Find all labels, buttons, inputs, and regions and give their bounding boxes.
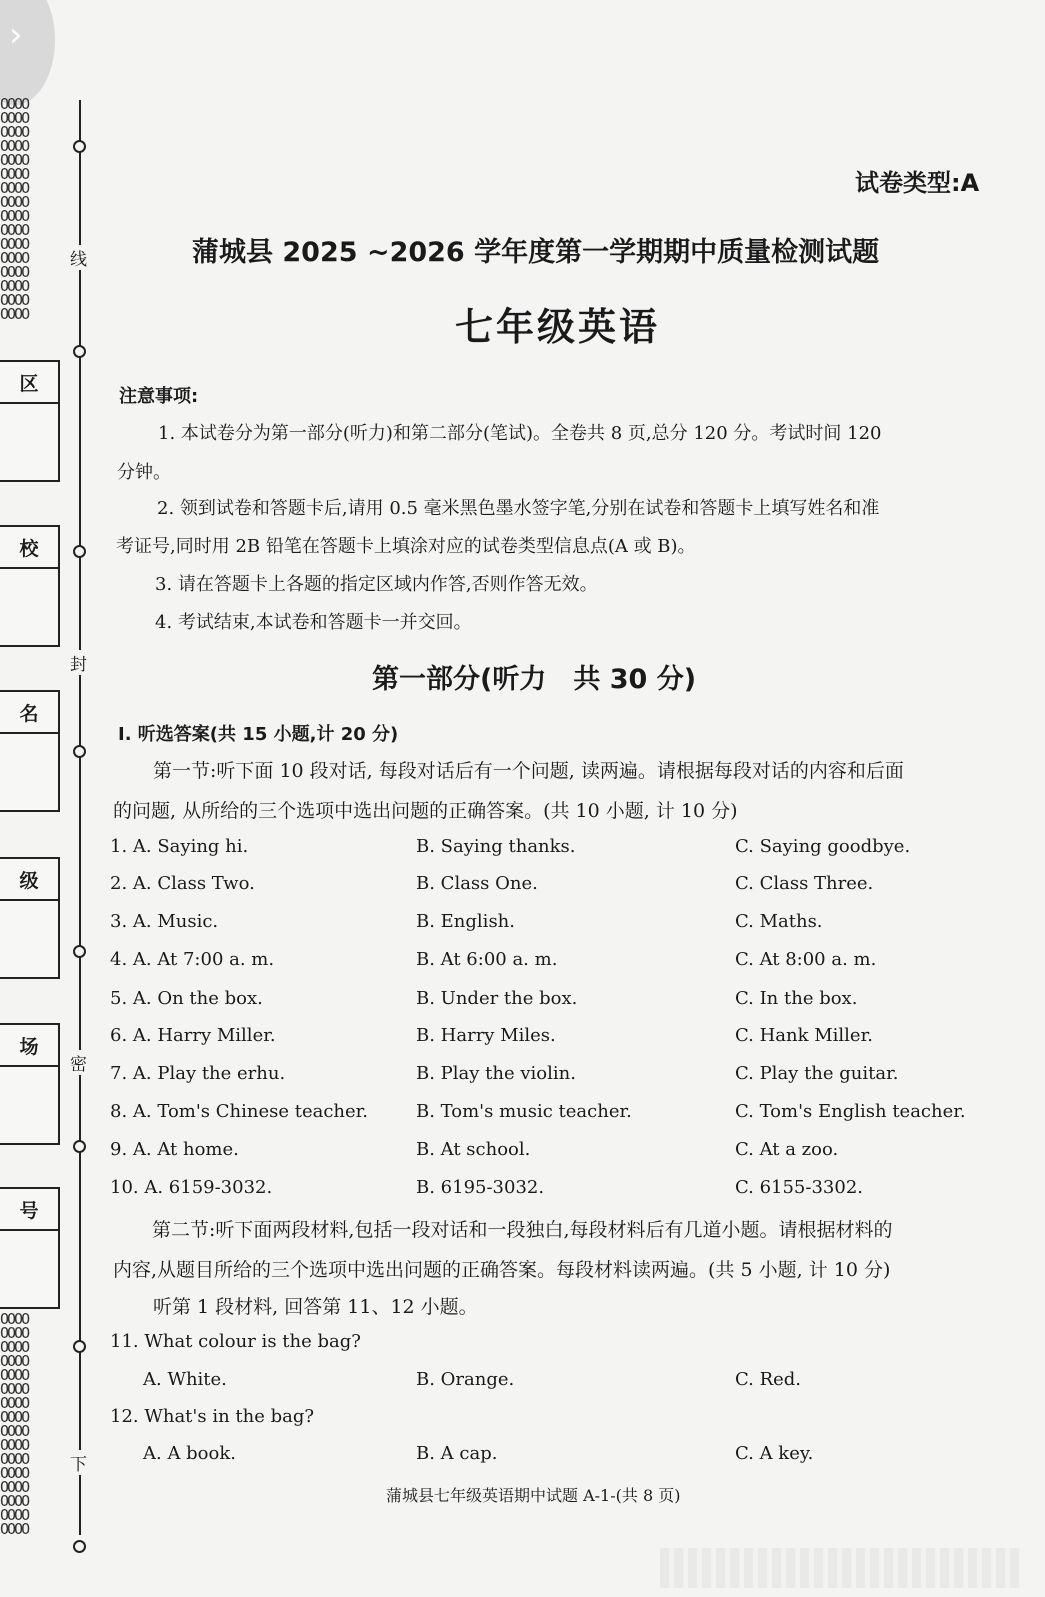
binding-line (79, 100, 81, 1535)
option-a: 7. A. Play the erhu. (110, 1063, 286, 1084)
option-c: C. Red. (735, 1369, 802, 1390)
question-stem: 12. What's in the bag? (110, 1406, 315, 1427)
binding-circle (73, 345, 86, 358)
binding-label-down: 下 (70, 1450, 87, 1475)
option-b: B. Saying thanks. (416, 836, 576, 857)
option-b: B. Play the violin. (416, 1063, 576, 1084)
chevron-right-icon: › (9, 15, 23, 55)
binding-circle (73, 1540, 86, 1553)
section1-instruction: 的问题, 从所给的三个选项中选出问题的正确答案。(共 10 小题, 计 10 分) (113, 800, 738, 822)
option-b: B. English. (416, 911, 515, 932)
binding-circle (73, 945, 86, 958)
option-b: B. 6195-3032. (416, 1177, 545, 1198)
option-c: C. Play the guitar. (735, 1063, 899, 1084)
part1-heading: 第一部分(听力 共 30 分) (372, 664, 697, 695)
notice-item: 分钟。 (117, 462, 171, 483)
option-c: C. In the box. (735, 988, 858, 1009)
option-c: C. Saying goodbye. (735, 836, 911, 857)
option-b: B. At 6:00 a. m. (416, 949, 558, 970)
notice-item: 2. 领到试卷和答题卡后,请用 0.5 毫米黑色墨水签字笔,分别在试卷和答题卡上填写姓名和准 (157, 498, 880, 519)
binding-circle (73, 745, 86, 758)
number-label: 号 (0, 1189, 58, 1231)
paper-type: 试卷类型:A (855, 169, 980, 197)
binding-circle (73, 140, 86, 153)
option-b: B. Tom's music teacher. (416, 1101, 632, 1122)
name-field[interactable] (0, 690, 60, 812)
option-a: A. A book. (143, 1443, 236, 1464)
option-c: C. Maths. (735, 911, 823, 932)
section1-instruction: 第一节:听下面 10 段对话, 每段对话后有一个问题, 读两遍。请根据每段对话的内容和后面 (153, 760, 904, 782)
binding-circle (73, 1340, 86, 1353)
option-a: 10. A. 6159-3032. (110, 1177, 273, 1198)
subject-title: 七年级英语 (455, 305, 661, 349)
notice-heading: 注意事项: (119, 386, 199, 407)
option-b: B. Under the box. (416, 988, 578, 1009)
exam-room-field[interactable] (0, 1023, 60, 1145)
option-c: C. Hank Miller. (735, 1025, 873, 1046)
option-b: B. A cap. (416, 1443, 498, 1464)
option-b: B. Harry Miles. (416, 1025, 556, 1046)
school-field[interactable] (0, 525, 60, 647)
page-footer: 蒲城县七年级英语期中试题 A-1-(共 8 页) (386, 1486, 681, 1505)
section2-instruction: 第二节:听下面两段材料,包括一段对话和一段独白,每段材料后有几道小题。请根据材料的 (152, 1219, 893, 1241)
option-a: 4. A. At 7:00 a. m. (110, 949, 275, 970)
binding-label-secret: 密 (70, 1050, 87, 1075)
option-c: C. 6155-3302. (735, 1177, 863, 1198)
question-stem: 11. What colour is the bag? (110, 1331, 361, 1352)
class-label: 级 (0, 859, 58, 901)
school-label: 校 (0, 527, 58, 569)
option-b: B. Orange. (416, 1369, 515, 1390)
option-c: C. Class Three. (735, 873, 874, 894)
section-title: I. 听选答案(共 15 小题,计 20 分) (118, 724, 399, 745)
option-a: 9. A. At home. (110, 1139, 239, 1160)
binding-label-line: 线 (70, 245, 87, 270)
option-c: C. A key. (735, 1443, 814, 1464)
notice-item: 1. 本试卷分为第一部分(听力)和第二部分(笔试)。全卷共 8 页,总分 120 分。考试时间 120 (158, 423, 882, 444)
material-instruction: 听第 1 段材料, 回答第 11、12 小题。 (153, 1296, 478, 1318)
name-label: 名 (0, 692, 58, 734)
binding-holes-top: OOOO OOOO OOOO OOOO OOOO OOOO OOOO OOOO OOOO OOOO OOOO OOOO OOOO OOOO OOOO OOOO (0, 95, 29, 323)
binding-circle (73, 1140, 86, 1153)
section2-instruction: 内容,从题目所给的三个选项中选出问题的正确答案。每段材料读两遍。(共 5 小题, 计 10 分) (113, 1259, 891, 1281)
notice-item: 考证号,同时用 2B 铅笔在答题卡上填涂对应的试卷类型信息点(A 或 B)。 (116, 536, 696, 557)
option-a: 3. A. Music. (110, 911, 219, 932)
option-c: C. Tom's English teacher. (735, 1101, 966, 1122)
class-field[interactable] (0, 857, 60, 979)
option-c: C. At a zoo. (735, 1139, 839, 1160)
option-a: 1. A. Saying hi. (110, 836, 249, 857)
option-a: A. White. (143, 1369, 227, 1390)
option-a: 2. A. Class Two. (110, 873, 255, 894)
number-field[interactable] (0, 1187, 60, 1309)
binding-label-seal: 封 (70, 650, 87, 675)
exam-room-label: 场 (0, 1025, 58, 1067)
notice-item: 4. 考试结束,本试卷和答题卡一并交回。 (155, 612, 472, 633)
option-c: C. At 8:00 a. m. (735, 949, 877, 970)
option-a: 5. A. On the box. (110, 988, 263, 1009)
exam-title: 蒲城县 2025 ~2026 学年度第一学期期中质量检测试题 (192, 237, 880, 268)
district-field[interactable] (0, 360, 60, 482)
option-a: 8. A. Tom's Chinese teacher. (110, 1101, 369, 1122)
option-b: B. At school. (416, 1139, 531, 1160)
option-a: 6. A. Harry Miller. (110, 1025, 276, 1046)
image-pager-dots[interactable] (660, 1548, 1020, 1588)
binding-circle (73, 545, 86, 558)
district-label: 区 (0, 362, 58, 404)
option-b: B. Class One. (416, 873, 538, 894)
notice-item: 3. 请在答题卡上各题的指定区域内作答,否则作答无效。 (155, 574, 598, 595)
prev-page-button[interactable] (0, 0, 55, 105)
binding-holes-bottom: OOOO OOOO OOOO OOOO OOOO OOOO OOOO OOOO OOOO OOOO OOOO OOOO OOOO OOOO OOOO OOOO (0, 1310, 29, 1538)
